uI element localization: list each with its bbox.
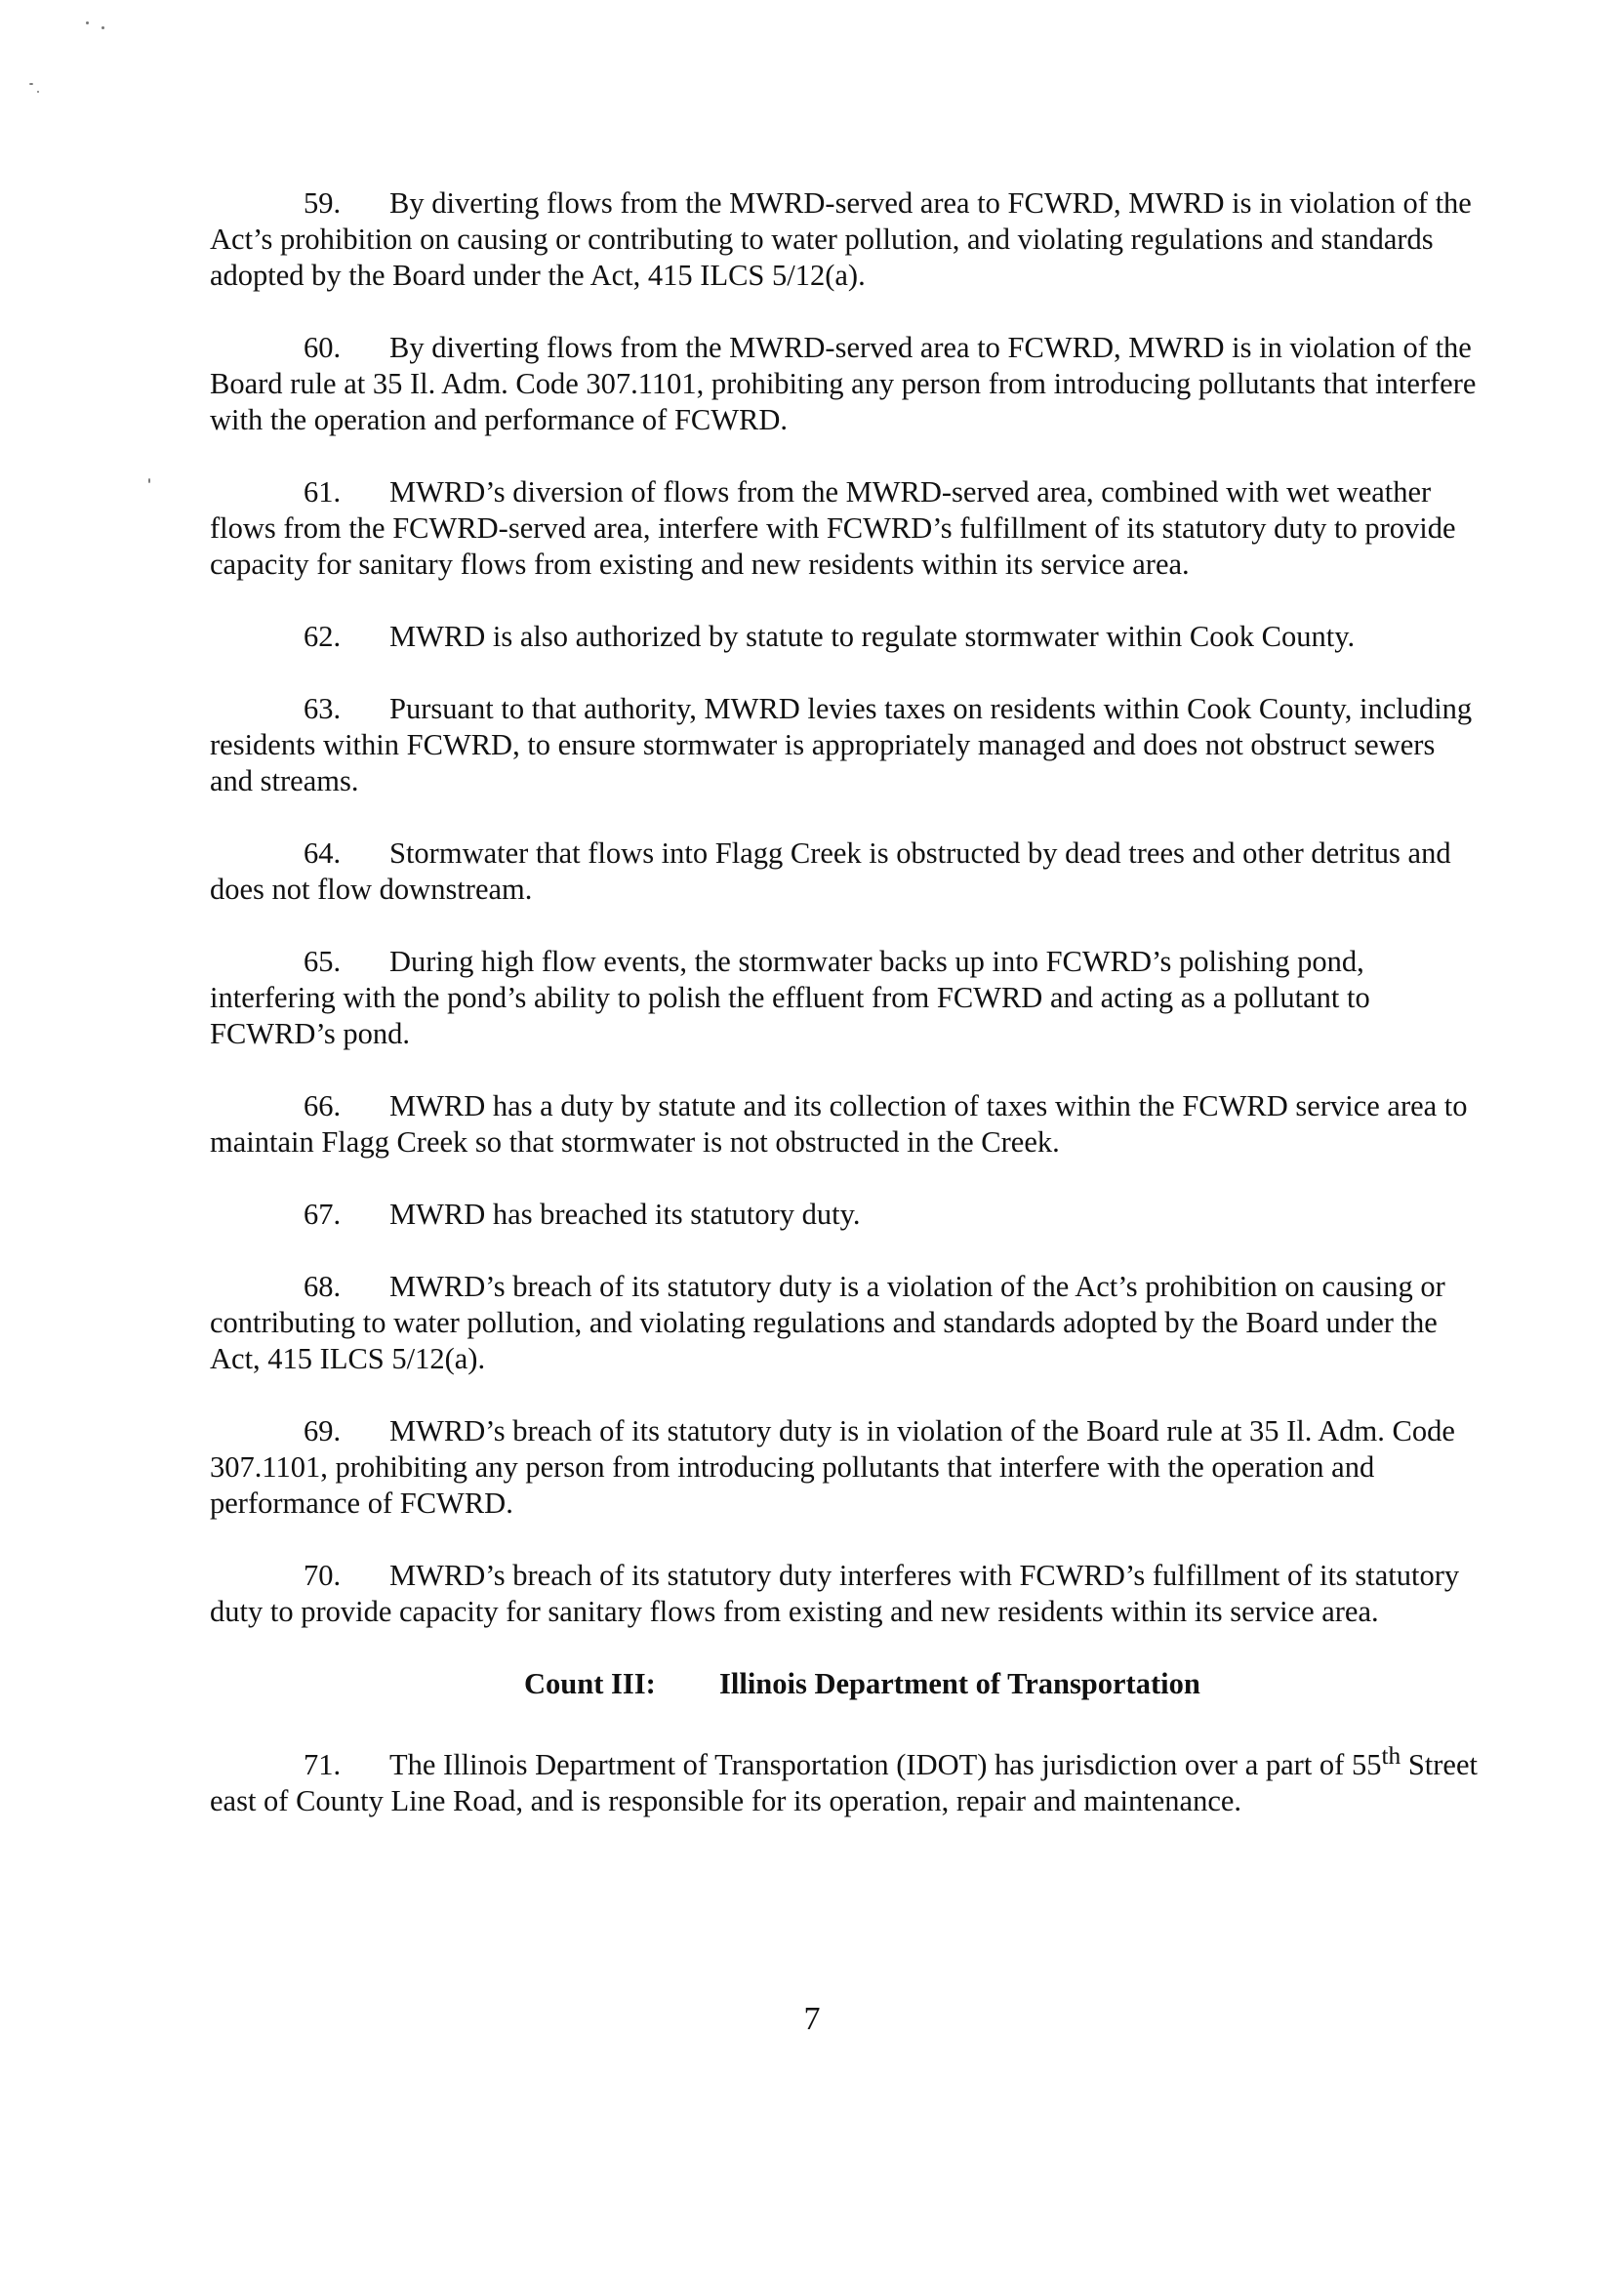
section-heading-title: Illinois Department of Transportation xyxy=(719,1667,1200,1700)
paragraph-text: MWRD is also authorized by statute to regulate stormwater within Cook County. xyxy=(389,620,1356,653)
paragraph-number: 67. xyxy=(304,1198,342,1231)
paragraph-number: 68. xyxy=(304,1270,342,1303)
paragraph-64 xyxy=(210,835,1479,908)
scan-speck xyxy=(86,21,89,24)
paragraph-text: MWRD’s breach of its statutory duty is a violation of the Act’s prohibition on causing or contributing to water pollution, and violating regulations and standards adopted by the Board under the Act, 415 ILCS 5/12(a). xyxy=(210,1270,1445,1375)
paragraph-number: 63. xyxy=(304,692,342,725)
paragraph-65 xyxy=(210,944,1479,1052)
paragraph-number: 59. xyxy=(304,186,342,220)
paragraph-text: MWRD’s diversion of flows from the MWRD-served area, combined with wet weather flows from the FCWRD-served area, interfere with FCWRD’s fulfillment of its statutory duty to provide capacity for sanitary flows from existing and new residents within its service area. xyxy=(210,475,1456,581)
paragraph-62 xyxy=(210,619,1479,655)
paragraph-number: 71. xyxy=(304,1748,342,1782)
page-number: 7 xyxy=(803,2001,821,2037)
paragraph-number: 65. xyxy=(304,945,342,978)
paragraph-text: By diverting flows from the MWRD-served area to FCWRD, MWRD is in violation of the Board rule at 35 Il. Adm. Code 307.1101, prohibiting any person from introducing pollutants that interfere with the operation and performance of FCWRD. xyxy=(210,331,1477,436)
paragraph-number: 64. xyxy=(304,836,342,870)
ordinal-suffix: th xyxy=(1381,1742,1401,1770)
paragraph-text-continued: Street east of County Line Road, and is responsible for its operation, repair and maintenance. xyxy=(210,1748,1478,1818)
section-heading xyxy=(210,1666,1479,1702)
paragraph-text: Stormwater that flows into Flagg Creek is obstructed by dead trees and other detritus and does not flow downstream. xyxy=(210,836,1451,906)
paragraph-69 xyxy=(210,1413,1479,1522)
paragraph-number: 62. xyxy=(304,620,342,653)
scan-speck xyxy=(102,26,104,29)
paragraph-70 xyxy=(210,1558,1479,1630)
paragraph-60 xyxy=(210,330,1479,438)
paragraph-number: 70. xyxy=(304,1559,342,1592)
paragraph-text: MWRD has breached its statutory duty. xyxy=(389,1198,861,1231)
paragraph-text: MWRD’s breach of its statutory duty interferes with FCWRD’s fulfillment of its statutory duty to provide capacity for sanitary flows from existing and new residents within its service area. xyxy=(210,1559,1460,1628)
paragraph-61 xyxy=(210,474,1479,583)
paragraph-text: The Illinois Department of Transportation (IDOT) has jurisdiction over a part of 55 xyxy=(389,1748,1382,1782)
paragraph-59 xyxy=(210,185,1479,294)
paragraph-text: Pursuant to that authority, MWRD levies taxes on residents within Cook County, including residents within FCWRD, to ensure stormwater is appropriately managed and does not obstruct sewers and streams. xyxy=(210,692,1473,797)
paragraph-68 xyxy=(210,1269,1479,1377)
document-body xyxy=(210,185,1479,1855)
scan-speck xyxy=(148,478,150,483)
paragraph-number: 66. xyxy=(304,1089,342,1122)
paragraph-text: MWRD has a duty by statute and its collection of taxes within the FCWRD service area to maintain Flagg Creek so that stormwater is not obstructed in the Creek. xyxy=(210,1089,1468,1159)
paragraph-text: By diverting flows from the MWRD-served area to FCWRD, MWRD is in violation of the Act’s prohibition on causing or contributing to water pollution, and violating regulations and standards adopted by the Board under the Act, 415 ILCS 5/12(a). xyxy=(210,186,1472,292)
paragraph-number: 69. xyxy=(304,1414,342,1447)
paragraph-text: MWRD’s breach of its statutory duty is in violation of the Board rule at 35 Il. Adm. Code 307.1101, prohibiting any person from introducing pollutants that interfere with the operation and performance of FCWRD. xyxy=(210,1414,1455,1520)
section-heading-label: Count III: xyxy=(524,1667,656,1700)
paragraph-text: During high flow events, the stormwater backs up into FCWRD’s polishing pond, interfering with the pond’s ability to polish the effluent from FCWRD and acting as a pollutant to FCWRD’s pond. xyxy=(210,945,1370,1050)
paragraph-66 xyxy=(210,1088,1479,1161)
scan-speck xyxy=(29,83,33,85)
paragraph-number: 61. xyxy=(304,475,342,509)
paragraph-63 xyxy=(210,691,1479,799)
paragraph-71 xyxy=(210,1738,1479,1819)
scan-speck xyxy=(37,91,39,93)
paragraph-number: 60. xyxy=(304,331,342,364)
paragraph-67 xyxy=(210,1197,1479,1233)
